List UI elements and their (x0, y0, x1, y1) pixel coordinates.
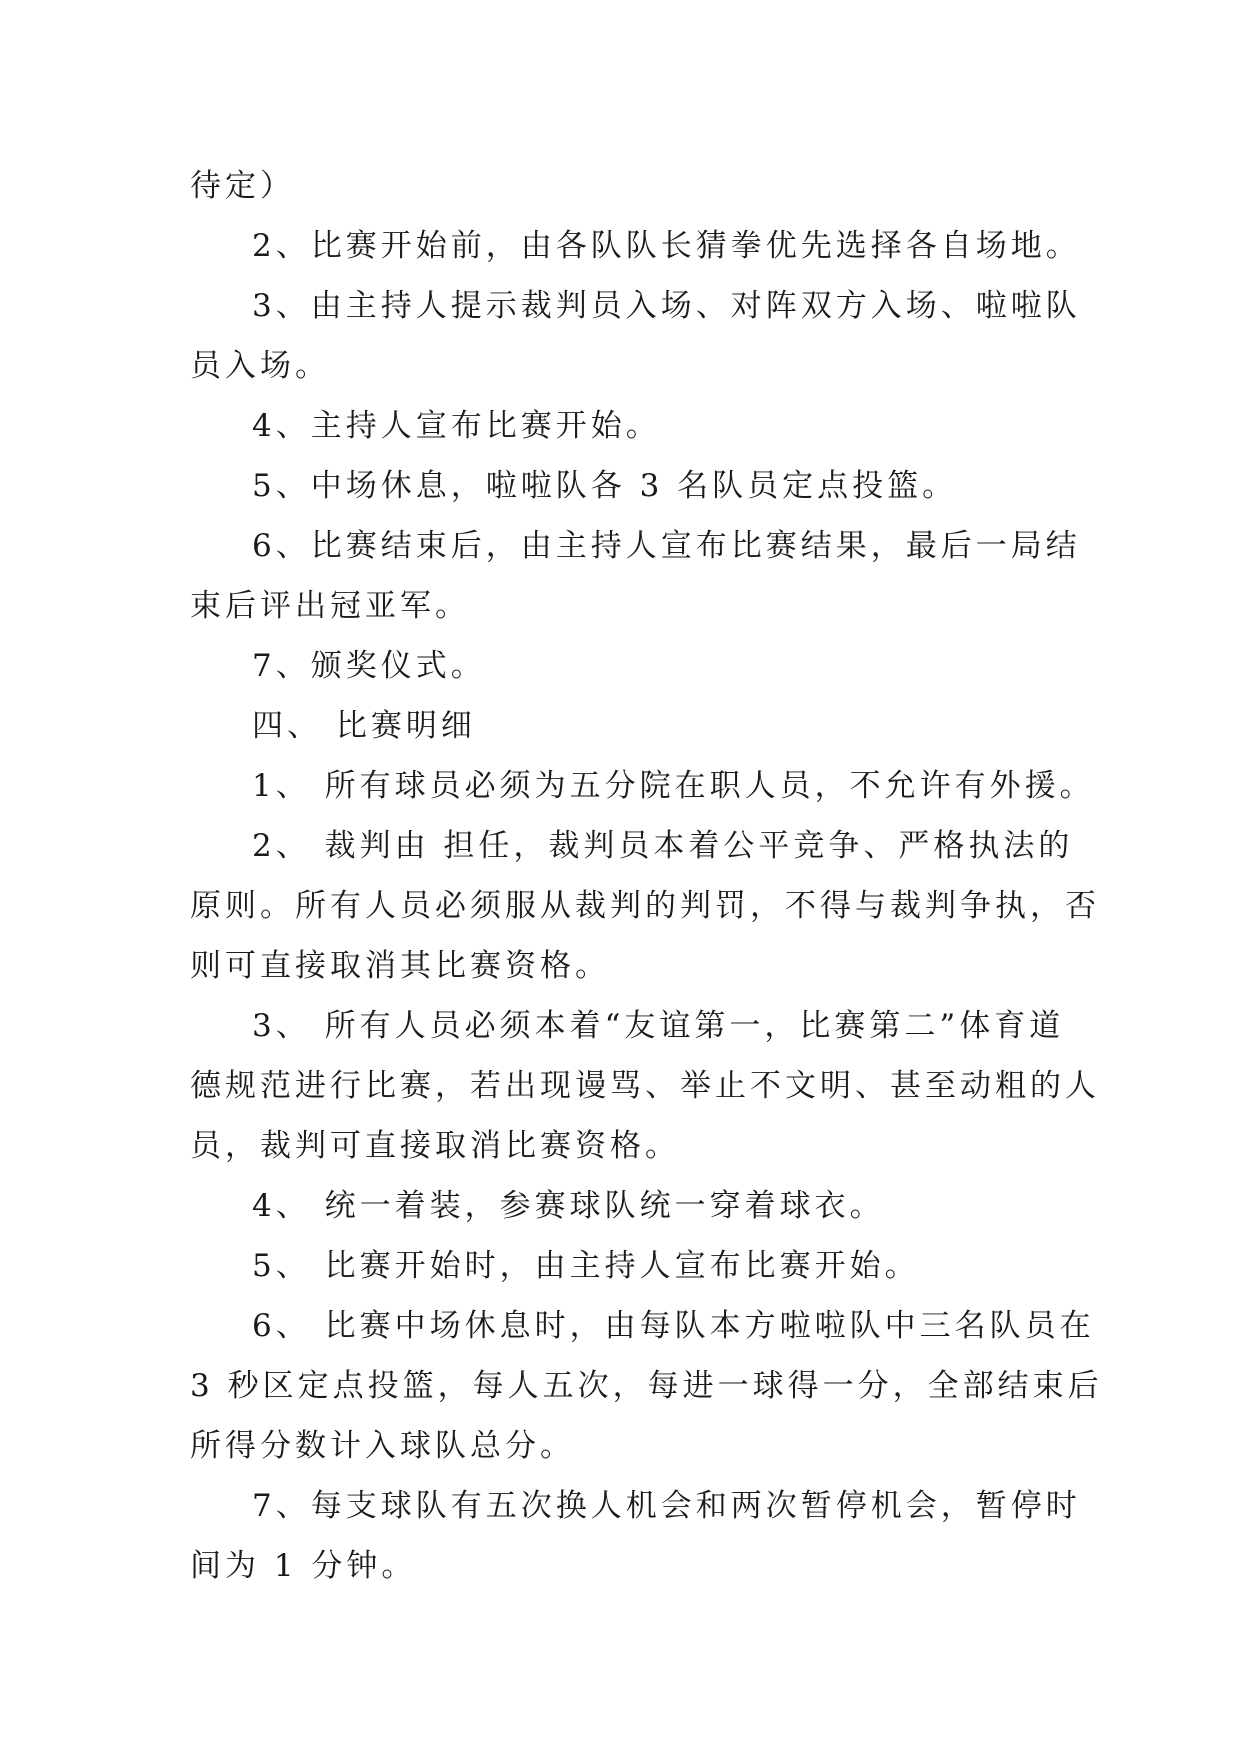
text-line: 5、中场休息，啦啦队各 3 名队员定点投篮。 (252, 468, 958, 504)
text-line: 3、 所有人员必须本着“友谊第一，比赛第二”体育道 (252, 1008, 1065, 1044)
text-line: 待定） (190, 168, 295, 204)
text-line: 德规范进行比赛，若出现谩骂、举止不文明、甚至动粗的人 (190, 1068, 1100, 1104)
text-line: 6、比赛结束后，由主持人宣布比赛结果，最后一局结 (252, 528, 1081, 564)
text-line: 6、 比赛中场休息时，由每队本方啦啦队中三名队员在 (252, 1308, 1095, 1344)
text-line: 束后评出冠亚军。 (190, 588, 470, 624)
text-line: 4、 统一着装，参赛球队统一穿着球衣。 (252, 1188, 885, 1224)
text-line: 5、 比赛开始时，由主持人宣布比赛开始。 (252, 1248, 920, 1284)
text-line: 2、比赛开始前，由各队队长猜拳优先选择各自场地。 (252, 228, 1081, 264)
text-line: 则可直接取消其比赛资格。 (190, 948, 610, 984)
section-heading: 四、 比赛明细 (252, 708, 476, 744)
text-line: 员入场。 (190, 348, 330, 384)
document-body (190, 156, 1103, 1596)
text-line: 3 秒区定点投篮，每人五次，每进一球得一分，全部结束后 (190, 1368, 1103, 1404)
text-line: 7、颁奖仪式。 (252, 648, 486, 684)
text-line: 员，裁判可直接取消比赛资格。 (190, 1128, 680, 1164)
text-line: 7、每支球队有五次换人机会和两次暂停机会，暂停时 (252, 1488, 1081, 1524)
text-line: 2、 裁判由 担任，裁判员本着公平竞争、严格执法的 (252, 828, 1074, 864)
text-line: 原则。所有人员必须服从裁判的判罚，不得与裁判争执，否 (190, 888, 1100, 924)
text-line: 3、由主持人提示裁判员入场、对阵双方入场、啦啦队 (252, 288, 1081, 324)
text-line: 所得分数计入球队总分。 (190, 1428, 575, 1464)
text-line: 1、 所有球员必须为五分院在职人员，不允许有外援。 (252, 768, 1095, 804)
text-line: 间为 1 分钟。 (190, 1548, 417, 1584)
text-line: 4、主持人宣布比赛开始。 (252, 408, 661, 444)
